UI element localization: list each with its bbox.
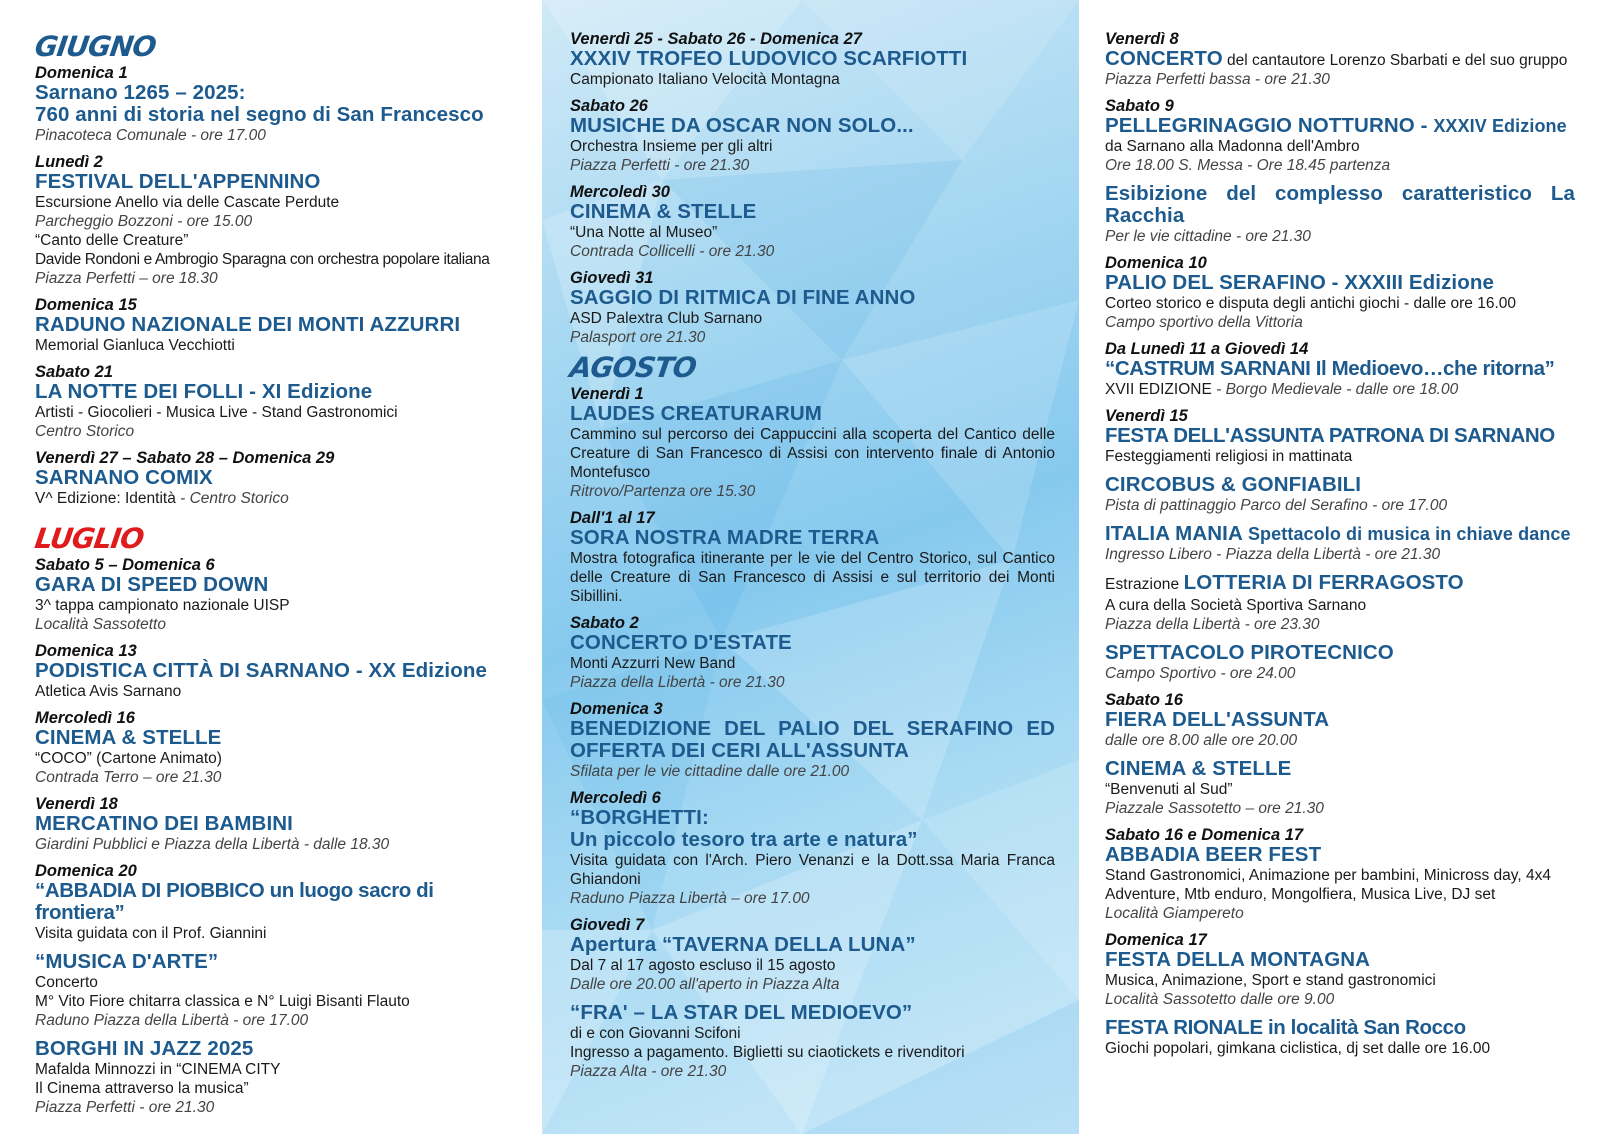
event-meta: Piazza della Libertà - ore 21.30 (570, 674, 785, 691)
event-meta: Pista di pattinaggio Parco del Serafino - ore 17.00 (1105, 497, 1448, 514)
event-date: Giovedì 31 (570, 269, 654, 287)
event-title: BENEDIZIONE DEL PALIO DEL SERAFINO ED OFFERTA DEI CERI ALL'ASSUNTA (570, 717, 1055, 762)
event-item (1105, 572, 1575, 634)
event-meta: - Centro Storico (175, 490, 289, 507)
event-item (1105, 340, 1575, 399)
event-desc: Orchestra Insieme per gli altri (570, 138, 773, 155)
event-item (1105, 183, 1575, 246)
event-desc: Artisti - Giocolieri - Musica Live - Stand Gastronomici (35, 404, 398, 421)
event-title: PODISTICA CITTÀ DI SARNANO - XX Edizione (35, 659, 487, 682)
event-desc: Concerto (35, 974, 98, 991)
event-meta: Località Sassotetto (35, 616, 166, 633)
event-date: Domenica 20 (35, 862, 137, 880)
column-left (32, 0, 525, 1134)
event-item (1105, 30, 1575, 89)
event-date: Domenica 13 (35, 642, 137, 660)
event-title: PALIO DEL SERAFINO - XXXIII Edizione (1105, 271, 1494, 294)
event-item (1105, 1017, 1575, 1058)
event-meta: Ingresso Libero - Piazza della Libertà - ore 21.30 (1105, 546, 1441, 563)
event-meta: Piazza Perfetti - ore 21.30 (570, 157, 750, 174)
event-title-edition: XXXIV Edizione (1433, 116, 1567, 136)
event-item (35, 64, 525, 145)
event-title-subtitle: Spettacolo di musica in chiave dance (1242, 524, 1571, 544)
event-item (570, 269, 1055, 347)
event-item (35, 642, 525, 701)
event-date: Sabato 16 (1105, 691, 1183, 709)
event-prefix: Estrazione (1105, 576, 1184, 593)
event-desc: Giochi popolari, gimkana ciclistica, dj set dalle ore 16.00 (1105, 1040, 1491, 1057)
event-meta: Piazza Alta - ore 21.30 (570, 1063, 727, 1080)
event-date: Venerdì 1 (570, 385, 644, 403)
event-date: Domenica 17 (1105, 931, 1207, 949)
event-item (1105, 758, 1575, 818)
event-desc: A cura della Società Sportiva Sarnano (1105, 597, 1367, 614)
event-title: BORGHI IN JAZZ 2025 (35, 1037, 254, 1060)
event-meta: Pinacoteca Comunale - ore 17.00 (35, 127, 266, 144)
event-desc: Campionato Italiano Velocità Montagna (570, 71, 840, 88)
event-desc: XVII EDIZIONE (1105, 381, 1212, 398)
event-desc: Escursione Anello via delle Cascate Perdute (35, 194, 340, 211)
event-title: CONCERTO D'ESTATE (570, 631, 792, 654)
event-date: Domenica 1 (35, 64, 128, 82)
event-item (35, 795, 525, 854)
event-date: Sabato 16 e Domenica 17 (1105, 826, 1304, 844)
event-item (570, 385, 1055, 501)
event-date: Venerdì 25 - Sabato 26 - Domenica 27 (570, 30, 862, 48)
month-heading-july: LUGLIO (32, 522, 146, 555)
event-meta: Piazzale Sassotetto – ore 21.30 (1105, 800, 1324, 817)
event-date: Venerdì 18 (35, 795, 118, 813)
event-title: GARA DI SPEED DOWN (35, 573, 269, 596)
event-title: FIERA DELL'ASSUNTA (1105, 708, 1330, 731)
event-meta: Raduno Piazza della Libertà - ore 17.00 (35, 1012, 309, 1029)
event-desc: Ingresso a pagamento. Biglietti su ciaotickets e rivenditori (570, 1044, 965, 1061)
event-desc: M° Vito Fiore chitarra classica e N° Luigi Bisanti Flauto (35, 993, 410, 1010)
event-date: Mercoledì 30 (570, 183, 670, 201)
event-desc: “Benvenuti al Sud” (1105, 781, 1233, 798)
event-title: SARNANO COMIX (35, 466, 213, 489)
event-desc: 3^ tappa campionato nazionale UISP (35, 597, 290, 614)
event-desc: ASD Palextra Club Sarnano (570, 310, 763, 327)
event-meta: dalle ore 8.00 alle ore 20.00 (1105, 732, 1298, 749)
event-date: Domenica 15 (35, 296, 137, 314)
event-desc: “COCO” (Cartone Animato) (35, 750, 222, 767)
event-item (570, 1002, 1055, 1081)
event-title: CINEMA & STELLE (570, 200, 757, 223)
event-title: FESTIVAL DELL'APPENNINO (35, 170, 321, 193)
event-desc: da Sarnano alla Madonna dell'Ambro (1105, 138, 1360, 155)
event-meta: Campo sportivo della Vittoria (1105, 314, 1303, 331)
event-item (570, 30, 1055, 89)
event-date: Sabato 5 – Domenica 6 (35, 556, 215, 574)
event-item (1105, 642, 1575, 683)
event-item (570, 509, 1055, 606)
event-desc: V^ Edizione: Identità (35, 490, 176, 507)
event-title: MUSICHE DA OSCAR NON SOLO... (570, 114, 914, 137)
event-date: Venerdì 15 (1105, 407, 1188, 425)
event-item (570, 614, 1055, 692)
event-title: “ABBADIA DI PIOBBICO un luogo sacro di frontiera” (35, 879, 434, 924)
event-title: FESTA RIONALE in località San Rocco (1105, 1016, 1466, 1039)
event-title: “FRA' – LA STAR DEL MEDIOEVO” (570, 1001, 913, 1024)
event-desc: Mafalda Minnozzi in “CINEMA CITY (35, 1061, 281, 1078)
event-title: PELLEGRINAGGIO NOTTURNO - (1105, 114, 1434, 137)
event-desc: “Canto delle Creature” (35, 232, 189, 249)
event-item (1105, 474, 1575, 515)
event-meta: Piazza Perfetti – ore 18.30 (35, 270, 218, 287)
event-date: Mercoledì 16 (35, 709, 135, 727)
event-desc: Il Cinema attraverso la musica” (35, 1080, 249, 1097)
event-desc: Corteo storico e disputa degli antichi giochi - dalle ore 16.00 (1105, 295, 1516, 312)
event-meta: Raduno Piazza Libertà – ore 17.00 (570, 890, 810, 907)
event-title: FESTA DELL'ASSUNTA PATRONA DI SARNANO (1105, 424, 1555, 447)
event-desc: Stand Gastronomici, Animazione per bambini, Minicross day, 4x4 Adventure, Mtb enduro, Mongolfiera, Musica Live, DJ set (1105, 867, 1551, 903)
event-date: Dall'1 al 17 (570, 509, 655, 527)
event-item (35, 556, 525, 634)
event-title: MERCATINO DEI BAMBINI (35, 812, 293, 835)
event-item (35, 951, 525, 1030)
event-title: SAGGIO DI RITMICA DI FINE ANNO (570, 286, 916, 309)
event-item (35, 153, 525, 288)
event-item (1105, 97, 1575, 175)
event-meta: Ritrovo/Partenza ore 15.30 (570, 483, 756, 500)
event-date: Sabato 9 (1105, 97, 1174, 115)
event-title: CONCERTO (1105, 47, 1223, 70)
event-desc: del cantautore Lorenzo Sbarbati e del suo gruppo (1222, 52, 1568, 69)
event-meta: Dalle ore 20.00 all'aperto in Piazza Alta (570, 976, 840, 993)
event-item (1105, 254, 1575, 332)
event-title: “CASTRUM SARNANI Il Medioevo…che ritorna” (1105, 357, 1555, 380)
event-meta: Contrada Terro – ore 21.30 (35, 769, 222, 786)
event-meta: Palasport ore 21.30 (570, 329, 706, 346)
event-item (570, 916, 1055, 994)
event-title: RADUNO NAZIONALE DEI MONTI AZZURRI (35, 313, 461, 336)
event-item (1105, 691, 1575, 750)
event-item (1105, 931, 1575, 1009)
event-date: Sabato 21 (35, 363, 113, 381)
event-title: “BORGHETTI: (570, 806, 709, 829)
event-meta: Centro Storico (35, 423, 135, 440)
column-right (1105, 0, 1575, 1134)
event-meta: Contrada Collicelli - ore 21.30 (570, 243, 775, 260)
event-meta: Giardini Pubblici e Piazza della Libertà - dalle 18.30 (35, 836, 390, 853)
event-date: Domenica 3 (570, 700, 663, 718)
event-meta: Località Sassotetto dalle ore 9.00 (1105, 991, 1335, 1008)
event-title: 760 anni di storia nel segno di San Francesco (35, 103, 484, 126)
event-title: CIRCOBUS & GONFIABILI (1105, 473, 1362, 496)
event-item (35, 1038, 525, 1117)
event-meta: Per le vie cittadine - ore 21.30 (1105, 228, 1311, 245)
event-desc: Dal 7 al 17 agosto escluso il 15 agosto (570, 957, 836, 974)
month-heading-june: GIUGNO (32, 30, 158, 63)
event-title: ITALIA MANIA (1105, 522, 1243, 545)
event-item (570, 183, 1055, 261)
event-desc: Mostra fotografica itinerante per le vie del Centro Storico, sul Cantico delle Creature di San Francesco di Assisi e sul territorio dei Monti Sibillini. (570, 550, 1055, 605)
event-item (570, 789, 1055, 908)
event-item (570, 97, 1055, 175)
event-title: ABBADIA BEER FEST (1105, 843, 1322, 866)
event-title: LOTTERIA DI FERRAGOSTO (1183, 571, 1464, 594)
event-date: Domenica 10 (1105, 254, 1207, 272)
event-item (35, 296, 525, 355)
event-item (35, 862, 525, 943)
event-desc: Visita guidata con il Prof. Giannini (35, 925, 267, 942)
event-meta: Località Giampereto (1105, 905, 1244, 922)
event-meta: Piazza della Libertà - ore 23.30 (1105, 616, 1320, 633)
event-meta: Sfilata per le vie cittadine dalle ore 21.00 (570, 763, 850, 780)
event-date: Venerdì 27 – Sabato 28 – Domenica 29 (35, 449, 335, 467)
event-title: LAUDES CREATURARUM (570, 402, 822, 425)
event-item (1105, 407, 1575, 466)
event-item (35, 709, 525, 787)
event-title: LA NOTTE DEI FOLLI - XI Edizione (35, 380, 373, 403)
event-desc: Visita guidata con l'Arch. Piero Venanzi e la Dott.ssa Maria Franca Ghiandoni (570, 852, 1055, 888)
event-desc: Monti Azzurri New Band (570, 655, 736, 672)
event-title: FESTA DELLA MONTAGNA (1105, 948, 1371, 971)
event-date: Venerdì 8 (1105, 30, 1179, 48)
event-date: Lunedì 2 (35, 153, 103, 171)
event-desc: “Una Notte al Museo” (570, 224, 718, 241)
event-date: Mercoledì 6 (570, 789, 661, 807)
event-title: SPETTACOLO PIROTECNICO (1105, 641, 1394, 664)
event-date: Sabato 2 (570, 614, 639, 632)
event-title: Un piccolo tesoro tra arte e natura” (570, 828, 918, 851)
event-item (1105, 826, 1575, 923)
event-meta: Ore 18.00 S. Messa - Ore 18.45 partenza (1105, 157, 1391, 174)
event-date: Giovedì 7 (570, 916, 645, 934)
event-desc: Festeggiamenti religiosi in mattinata (1105, 448, 1353, 465)
event-title: “MUSICA D'ARTE” (35, 950, 219, 973)
column-center (567, 0, 1055, 1134)
event-date: Sabato 26 (570, 97, 648, 115)
event-desc: Cammino sul percorso dei Cappuccini alla scoperta del Cantico delle Creature di San Francesco di Assisi con intervento finale di Antonio Montefusco (570, 426, 1055, 481)
event-meta: Campo Sportivo - ore 24.00 (1105, 665, 1296, 682)
event-meta: Parcheggio Bozzoni - ore 15.00 (35, 213, 253, 230)
event-title: Sarnano 1265 – 2025: (35, 81, 246, 104)
event-desc: Davide Rondoni e Ambrogio Sparagna con orchestra popolare italiana (35, 251, 490, 268)
month-heading-august: AGOSTO (567, 351, 698, 384)
event-desc: Musica, Animazione, Sport e stand gastronomici (1105, 972, 1436, 989)
event-title: Esibizione del complesso caratteristico La Racchia (1105, 182, 1575, 227)
event-meta: Piazza Perfetti bassa - ore 21.30 (1105, 71, 1330, 88)
event-title: CINEMA & STELLE (35, 726, 222, 749)
event-date: Da Lunedì 11 a Giovedì 14 (1105, 340, 1309, 358)
event-title: XXXIV TROFEO LUDOVICO SCARFIOTTI (570, 47, 968, 70)
event-item (1105, 523, 1575, 564)
event-item (35, 449, 525, 508)
event-desc: di e con Giovanni Scifoni (570, 1025, 741, 1042)
event-title: CINEMA & STELLE (1105, 757, 1292, 780)
event-title: Apertura “TAVERNA DELLA LUNA” (570, 933, 916, 956)
event-meta: - Borgo Medievale - dalle ore 18.00 (1211, 381, 1459, 398)
event-title: SORA NOSTRA MADRE TERRA (570, 526, 880, 549)
event-meta: Piazza Perfetti - ore 21.30 (35, 1099, 215, 1116)
event-item (570, 700, 1055, 781)
event-desc: Memorial Gianluca Vecchiotti (35, 337, 235, 354)
event-item (35, 363, 525, 441)
event-desc: Atletica Avis Sarnano (35, 683, 182, 700)
